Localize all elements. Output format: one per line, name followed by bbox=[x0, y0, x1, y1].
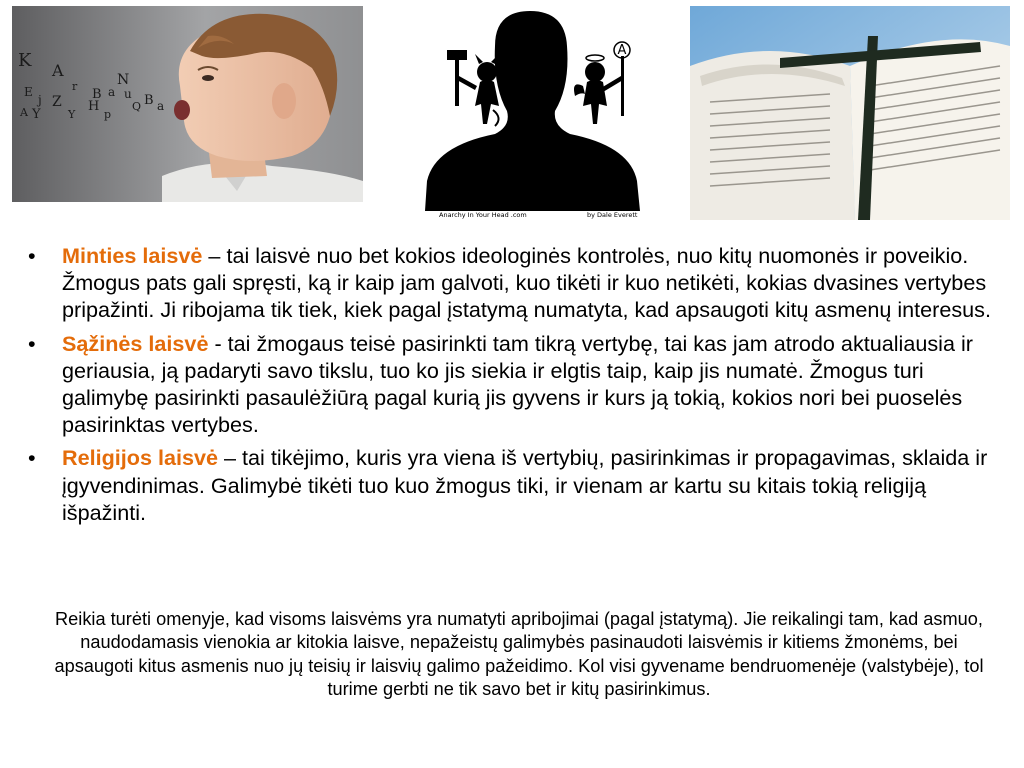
boy-speaking-image bbox=[12, 6, 363, 202]
anarchy-symbol: A bbox=[617, 43, 627, 58]
angel-figure bbox=[574, 55, 624, 124]
letter: u bbox=[124, 87, 132, 101]
term-label: Minties laisvė bbox=[62, 243, 203, 268]
image-credit-right: by Dale Everett bbox=[587, 211, 638, 219]
letter: A bbox=[52, 61, 64, 80]
bible-cross-image bbox=[690, 6, 1010, 220]
bullet-marker: • bbox=[28, 330, 36, 356]
bullet-marker: • bbox=[28, 445, 36, 471]
term-label: Religijos laisvė bbox=[62, 445, 219, 471]
limitations-note: Reikia turėti omenyje, kad visoms laisvėms yra numatyti apribojimai (pagal įstatymą). Jie reikalingi tam, kad asmuo, naudodamasis vienokia ar kitokia laisve, nepažeistų galimybės pasinaudoti laisvėmis ir kitiems žmonėms, bei apsaugoti kitus asmenis nuo jų teisių ir laisvių galimo pažeidimo. Kol visi gyvename bendruomenėje (valstybėje), tol turime gerbti ne tik savo bet ir kitų pasirinkimus. bbox=[54, 609, 984, 700]
definition-text: – tai tikėjimo, kuris yra viena iš vertybių, pasirinkimas ir propagavimas, sklaida ir įgyvendinimas. Galimybė tikėti tuo kuo žmogus tiki, ir vienam ar kartu su kitais tokią religiją išpažinti. bbox=[62, 445, 988, 525]
letter: E bbox=[24, 85, 33, 99]
letter: Q bbox=[132, 100, 142, 113]
letter: B bbox=[92, 87, 102, 102]
letter: N bbox=[117, 72, 130, 88]
definition-text: - tai žmogaus teisė pasirinkti tam tikrą vertybę, tai kas jam atrodo aktualiausia ir geriausia, ją padaryti savo tikslu, tuo ko jis siekia ir elgtis taip, kaip jis numatė. Žmogus turi galimybę pasirinkti pasaulėžiūrą pagal kurią jis gyvens ir kurs ją tokią, kokios nori bei puoselės pasirinktas vertybes. bbox=[62, 330, 973, 438]
devil-figure bbox=[447, 50, 499, 126]
freedoms-bullet-list bbox=[26, 242, 998, 532]
letter: K bbox=[18, 50, 32, 71]
bullet-marker: • bbox=[28, 243, 36, 268]
boy-speaking-illustration bbox=[12, 6, 363, 202]
letter: r bbox=[72, 80, 78, 93]
term-label: Sąžinės laisvė bbox=[62, 330, 209, 356]
letter: a bbox=[157, 99, 165, 113]
letter: Y bbox=[32, 107, 41, 122]
list-item bbox=[26, 330, 998, 439]
letter: j bbox=[38, 93, 42, 107]
definition-text: – tai laisvė nuo bet kokios ideologinės kontrolės, nuo kitų nuomonės ir poveikio. Žmogus pats gali spręsti, ką ir kaip jam galvoti, kuo tikėti ir kuo netikėti, kokias dvasines vertybes pripažinti. Ji ribojama tik tiek, kiek pagal įstatymą numatyta, kad apsaugoti kitų asmenų interesus. bbox=[62, 243, 991, 323]
silhouette-illustration bbox=[395, 6, 660, 220]
bible-cross-illustration bbox=[690, 6, 1010, 220]
letter: A bbox=[20, 106, 28, 119]
image-credit-left: Anarchy In Your Head .com bbox=[439, 211, 527, 219]
letter: Z bbox=[52, 94, 62, 110]
silhouette-devil-angel-image bbox=[395, 6, 660, 220]
letter: p bbox=[104, 108, 112, 121]
letter: a bbox=[108, 85, 116, 99]
letter: B bbox=[144, 93, 154, 108]
list-item bbox=[26, 242, 998, 324]
letter: H bbox=[88, 99, 100, 114]
list-item bbox=[26, 444, 998, 526]
letter: Y bbox=[68, 108, 76, 121]
